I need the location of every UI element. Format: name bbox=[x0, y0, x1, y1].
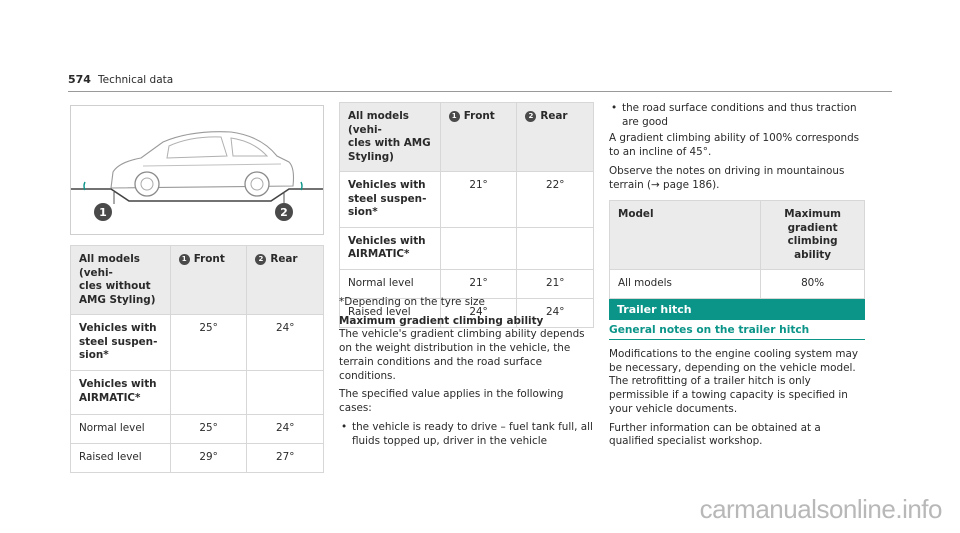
page-number: 574 bbox=[68, 73, 91, 86]
front-value bbox=[170, 371, 247, 415]
vehicle-incline-figure bbox=[70, 105, 324, 235]
table-row bbox=[340, 227, 594, 269]
car-window-front bbox=[167, 137, 227, 158]
rear-value: 27° bbox=[247, 444, 324, 473]
table-gradient-ability bbox=[609, 200, 865, 299]
front-value: 25° bbox=[170, 415, 247, 444]
row-label: Normal level bbox=[71, 415, 171, 444]
gradient-body: The vehicle's gradient climbing ability depends on the weight distribution in the vehicle, the terrain conditions and the road surface conditions. bbox=[339, 328, 585, 382]
row-label: Raised level bbox=[71, 444, 171, 473]
front-wheel bbox=[135, 172, 159, 196]
gradient-value: 80% bbox=[761, 270, 865, 299]
front-value: 25° bbox=[170, 315, 247, 371]
page-header bbox=[68, 70, 892, 92]
column-header-model: Model bbox=[610, 201, 761, 270]
header-title: Technical data bbox=[98, 74, 174, 86]
table-row bbox=[71, 371, 324, 415]
table-without-amg-styling bbox=[70, 245, 324, 473]
footnote: *Depending on the tyre size bbox=[339, 296, 485, 308]
rear-value: 24° bbox=[247, 315, 324, 371]
specified-cases: The specified value applies in the following cases: bbox=[339, 388, 564, 415]
callout-2-label: 2 bbox=[280, 206, 288, 219]
car-beltline bbox=[143, 164, 281, 166]
table-row bbox=[340, 269, 594, 298]
front-value: 21° bbox=[440, 172, 517, 228]
front-value: 29° bbox=[170, 444, 247, 473]
middle-text-column bbox=[339, 296, 594, 450]
sub-heading-general-notes: General notes on the trailer hitch bbox=[609, 322, 865, 340]
table-header-row bbox=[610, 201, 865, 270]
row-label: Raised level bbox=[340, 298, 441, 327]
table-header-row bbox=[71, 246, 324, 315]
gradient-heading: Maximum gradient climbing ability bbox=[339, 314, 544, 327]
row-label: Vehicles with AIRMATIC* bbox=[340, 227, 441, 269]
callout-1-label: 1 bbox=[99, 206, 107, 219]
observe-note: Observe the notes on driving in mountainous terrain (→ page 186). bbox=[609, 164, 845, 191]
row-label: Vehicles with AIRMATIC* bbox=[71, 371, 171, 415]
row-label: All models bbox=[610, 270, 761, 299]
front-value: 24° bbox=[440, 298, 517, 327]
car-window-rear bbox=[231, 138, 267, 156]
vehicle-illustration bbox=[71, 106, 323, 234]
column-header-rear: 2 Rear bbox=[517, 103, 594, 172]
rear-value bbox=[247, 371, 324, 415]
column-header-front: 1 Front bbox=[170, 246, 247, 315]
front-value bbox=[440, 227, 517, 269]
table-row bbox=[71, 444, 324, 473]
callout-1-badge: 1 bbox=[179, 254, 190, 265]
trailer-text bbox=[609, 348, 867, 454]
list-item: • the road surface conditions and thus traction are good bbox=[611, 102, 857, 128]
row-label: Vehicles with steel suspen- sion* bbox=[340, 172, 441, 228]
table-row bbox=[71, 415, 324, 444]
rear-value: 22° bbox=[517, 172, 594, 228]
trailer-paragraph-1: Modifications to the engine cooling system may be necessary, depending on the vehicle model. The retrofitting of a trailer hitch is only permissible if a towing capacity is specified in your vehicle documents. bbox=[609, 348, 859, 415]
front-angle-marker bbox=[84, 182, 85, 190]
column-header-model: All models (vehi- cles with AMG Styling) bbox=[340, 103, 441, 172]
ground-line bbox=[71, 189, 323, 201]
right-text-column bbox=[609, 102, 867, 197]
list-item: • the vehicle is ready to drive – fuel tank full, all fluids topped up, driver in the vehicle bbox=[341, 420, 593, 447]
callout-2-badge: 2 bbox=[525, 111, 536, 122]
bullet-icon: • bbox=[611, 102, 618, 114]
rear-value: 24° bbox=[517, 298, 594, 327]
table-row bbox=[71, 315, 324, 371]
callout-2-badge: 2 bbox=[255, 254, 266, 265]
table-row bbox=[340, 172, 594, 228]
row-label: Normal level bbox=[340, 269, 441, 298]
rear-value: 21° bbox=[517, 269, 594, 298]
rear-angle-marker bbox=[301, 182, 302, 190]
row-label: Vehicles with steel suspen- sion* bbox=[71, 315, 171, 371]
column-header-max-gradient: Maximum gradient climbing ability bbox=[761, 201, 865, 270]
section-title-trailer-hitch: Trailer hitch bbox=[609, 299, 865, 320]
rear-wheel bbox=[245, 172, 269, 196]
watermark: carmanualsonline.info bbox=[699, 494, 942, 525]
rear-value bbox=[517, 227, 594, 269]
callout-1-badge: 1 bbox=[449, 111, 460, 122]
trailer-paragraph-2: Further information can be obtained at a qualified specialist workshop. bbox=[609, 421, 821, 448]
bullet-icon: • bbox=[341, 420, 348, 433]
gradient-equivalence: A gradient climbing ability of 100% corresponds to an incline of 45°. bbox=[609, 132, 860, 159]
column-header-rear: 2 Rear bbox=[247, 246, 324, 315]
front-value: 21° bbox=[440, 269, 517, 298]
table-header-row bbox=[340, 103, 594, 172]
column-header-front: 1 Front bbox=[440, 103, 517, 172]
column-header-model: All models (vehi- cles without AMG Styling) bbox=[71, 246, 171, 315]
table-with-amg-styling bbox=[339, 102, 594, 328]
rear-value: 24° bbox=[247, 415, 324, 444]
table-row bbox=[610, 270, 865, 299]
